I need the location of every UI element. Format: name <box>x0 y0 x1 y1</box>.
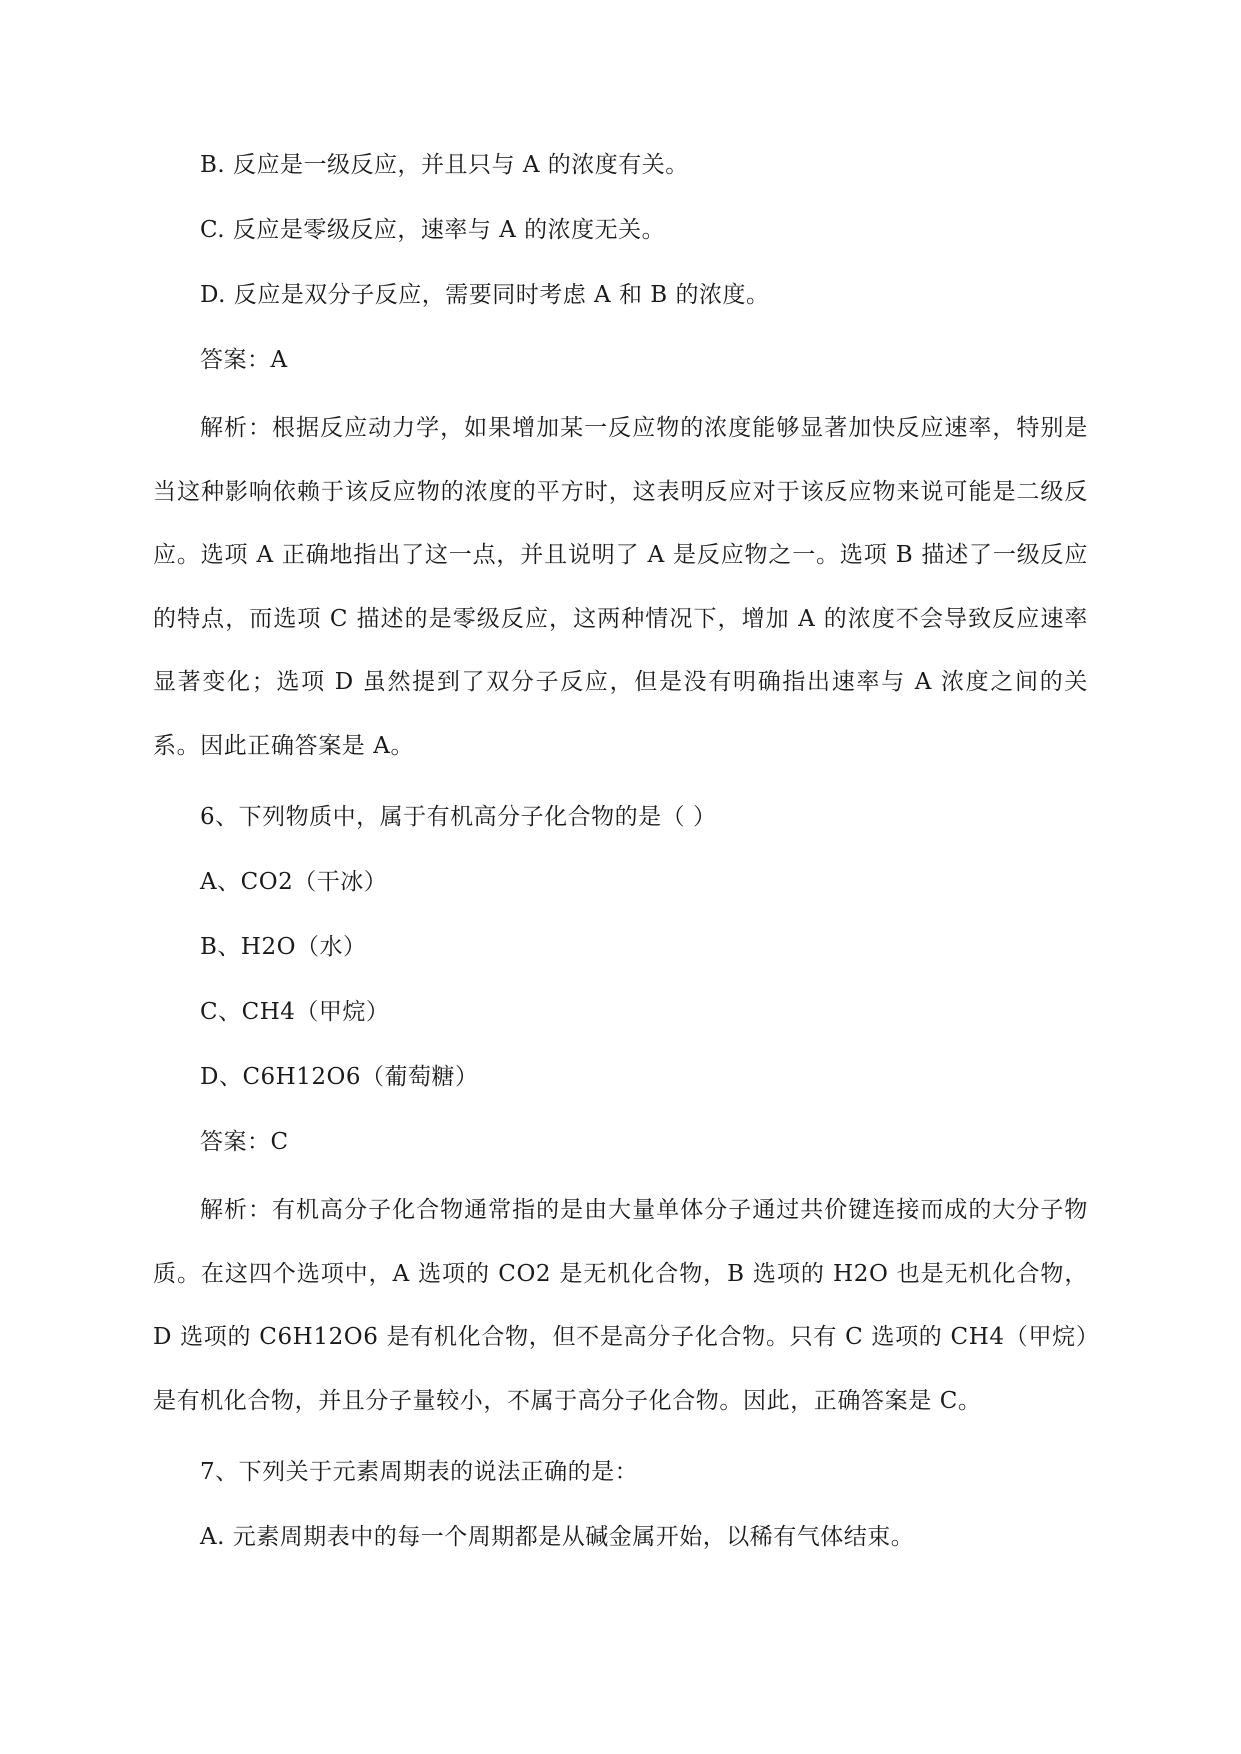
q6-option-b: B、H2O（水） <box>200 934 367 960</box>
q6-question: 6、下列物质中，属于有机高分子化合物的是（ ） <box>200 804 717 830</box>
q6-option-d: D、C6H12O6（葡萄糖） <box>200 1064 479 1090</box>
q5-option-b: B. 反应是一级反应，并且只与 A 的浓度有关。 <box>200 152 689 178</box>
q5-explanation: 解析：根据反应动力学，如果增加某一反应物的浓度能够显著加快反应速率，特别是当这种影响依赖于该反应物的浓度的平方时，这表明反应对于该反应物来说可能是二级反应。选项 A 正确地指出了这一点，并且说明了 A 是反应物之一。选项 B 描述了一级反应的特点，而选项 C 描述的是零级反应，这两种情况下，增加 A 的浓度不会导致反应速率显著变化；选项 D 虽然提到了双分子反应，但是没有明确指出速率与 A 浓度之间的关系。因此正确答案是 A。 <box>153 415 1088 759</box>
q6-answer: 答案：C <box>200 1129 289 1155</box>
q6-option-a: A、CO2（干冰） <box>200 869 388 895</box>
q5-answer: 答案：A <box>200 347 288 373</box>
q6-explanation: 解析：有机高分子化合物通常指的是由大量单体分子通过共价键连接而成的大分子物质。在这四个选项中，A 选项的 CO2 是无机化合物，B 选项的 H2O 也是无机化合物，D 选项的 C6H12O6 是有机化合物，但不是高分子化合物。只有 C 选项的 CH4（甲烷）是有机化合物，并且分子量较小，不属于高分子化合物。因此，正确答案是 C。 <box>153 1197 1088 1414</box>
q7-option-a: A. 元素周期表中的每一个周期都是从碱金属开始，以稀有气体结束。 <box>200 1524 915 1550</box>
q6-option-c: C、CH4（甲烷） <box>200 999 390 1025</box>
q5-option-d: D. 反应是双分子反应，需要同时考虑 A 和 B 的浓度。 <box>200 282 770 308</box>
q7-question: 7、下列关于元素周期表的说法正确的是： <box>200 1459 639 1485</box>
q5-option-c: C. 反应是零级反应，速率与 A 的浓度无关。 <box>200 217 666 243</box>
